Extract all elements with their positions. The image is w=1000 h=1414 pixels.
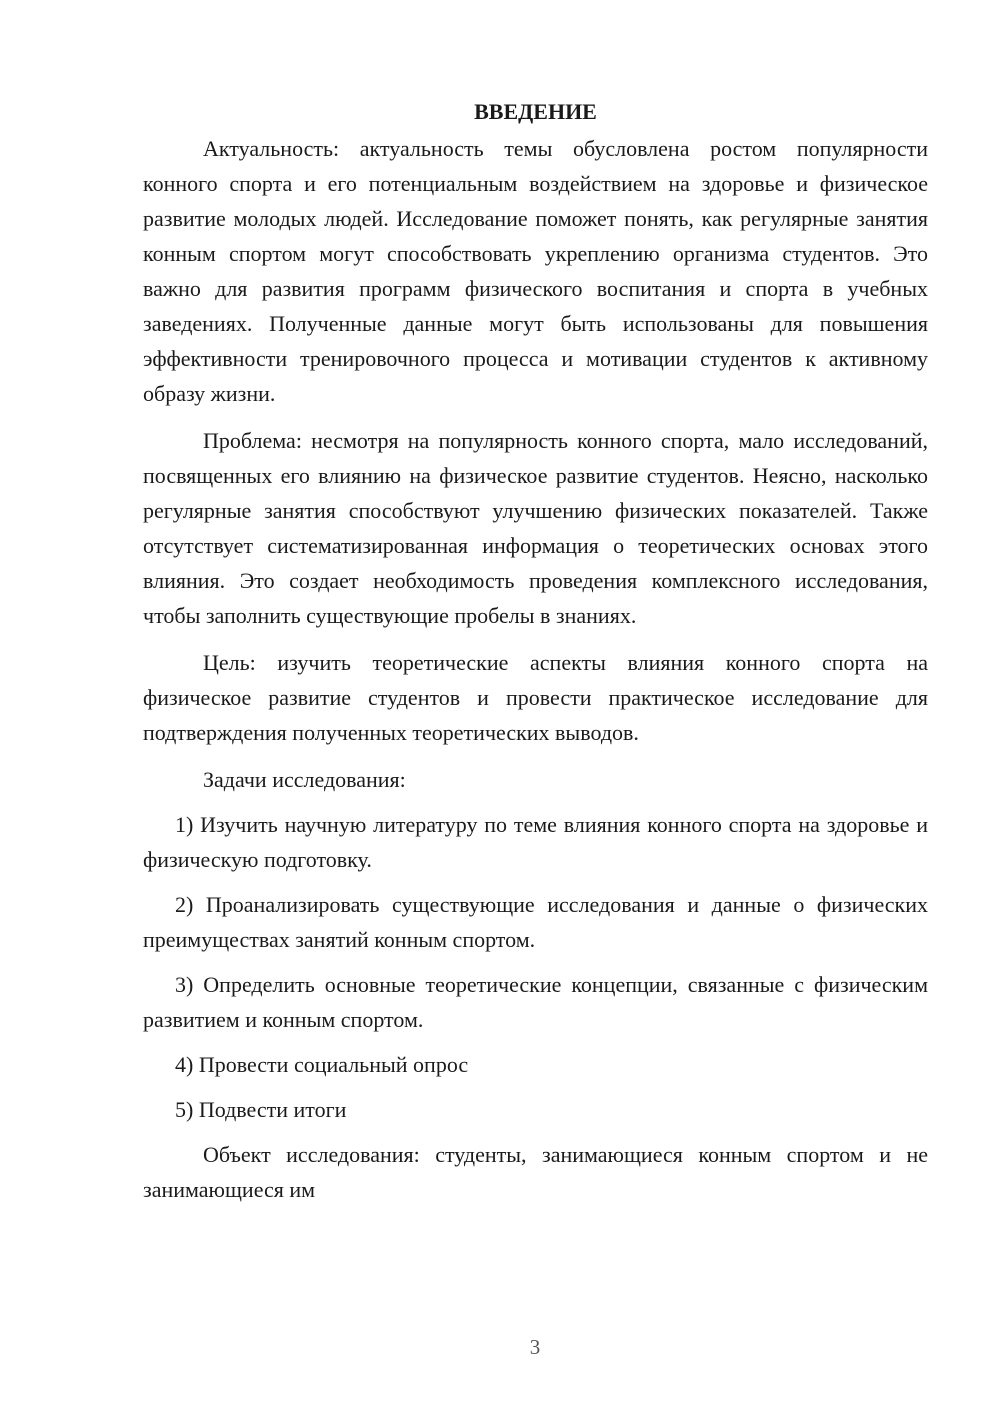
goal-paragraph: Цель: изучить теоретические аспекты влияния конного спорта на физическое развитие студентов и провести практическое исследование для подтверждения полученных теоретических выводов. bbox=[143, 650, 928, 745]
task-item: 5) Подвести итоги bbox=[175, 1097, 347, 1122]
page-content bbox=[143, 94, 928, 1219]
task-item: 3) Определить основные теоретические концепции, связанные с физическим развитием и конным спортом. bbox=[143, 972, 928, 1032]
tasks-heading: Задачи исследования: bbox=[203, 767, 406, 792]
problem-paragraph: Проблема: несмотря на популярность конного спорта, мало исследований, посвященных его влиянию на физическое развитие студентов. Неясно, насколько регулярные занятия способствуют улучшению физических показателей. Также отсутствует систематизированная информация о теоретических основах этого влияния. Это создает необходимость проведения комплексного исследования, чтобы заполнить существующие пробелы в знаниях. bbox=[143, 428, 928, 628]
page-number: 3 bbox=[529, 1335, 541, 1359]
task-item: 1) Изучить научную литературу по теме влияния конного спорта на здоровье и физическую подготовку. bbox=[143, 812, 928, 872]
tasks-list bbox=[143, 807, 928, 1127]
relevance-paragraph: Актуальность: актуальность темы обусловлена ростом популярности конного спорта и его потенциальным воздействием на здоровье и физическое развитие молодых людей. Исследование поможет понять, как регулярные занятия конным спортом могут способствовать укреплению организма студентов. Это важно для развития программ физического воспитания и спорта в учебных заведениях. Полученные данные могут быть использованы для повышения эффективности тренировочного процесса и мотивации студентов к активному образу жизни. bbox=[143, 136, 928, 406]
task-item: 2) Проанализировать существующие исследования и данные о физических преимуществах занятий конным спортом. bbox=[143, 892, 928, 952]
section-title: ВВЕДЕНИЕ bbox=[474, 99, 597, 124]
object-paragraph: Объект исследования: студенты, занимающиеся конным спортом и не занимающиеся им bbox=[143, 1142, 928, 1202]
task-item: 4) Провести социальный опрос bbox=[175, 1052, 469, 1077]
